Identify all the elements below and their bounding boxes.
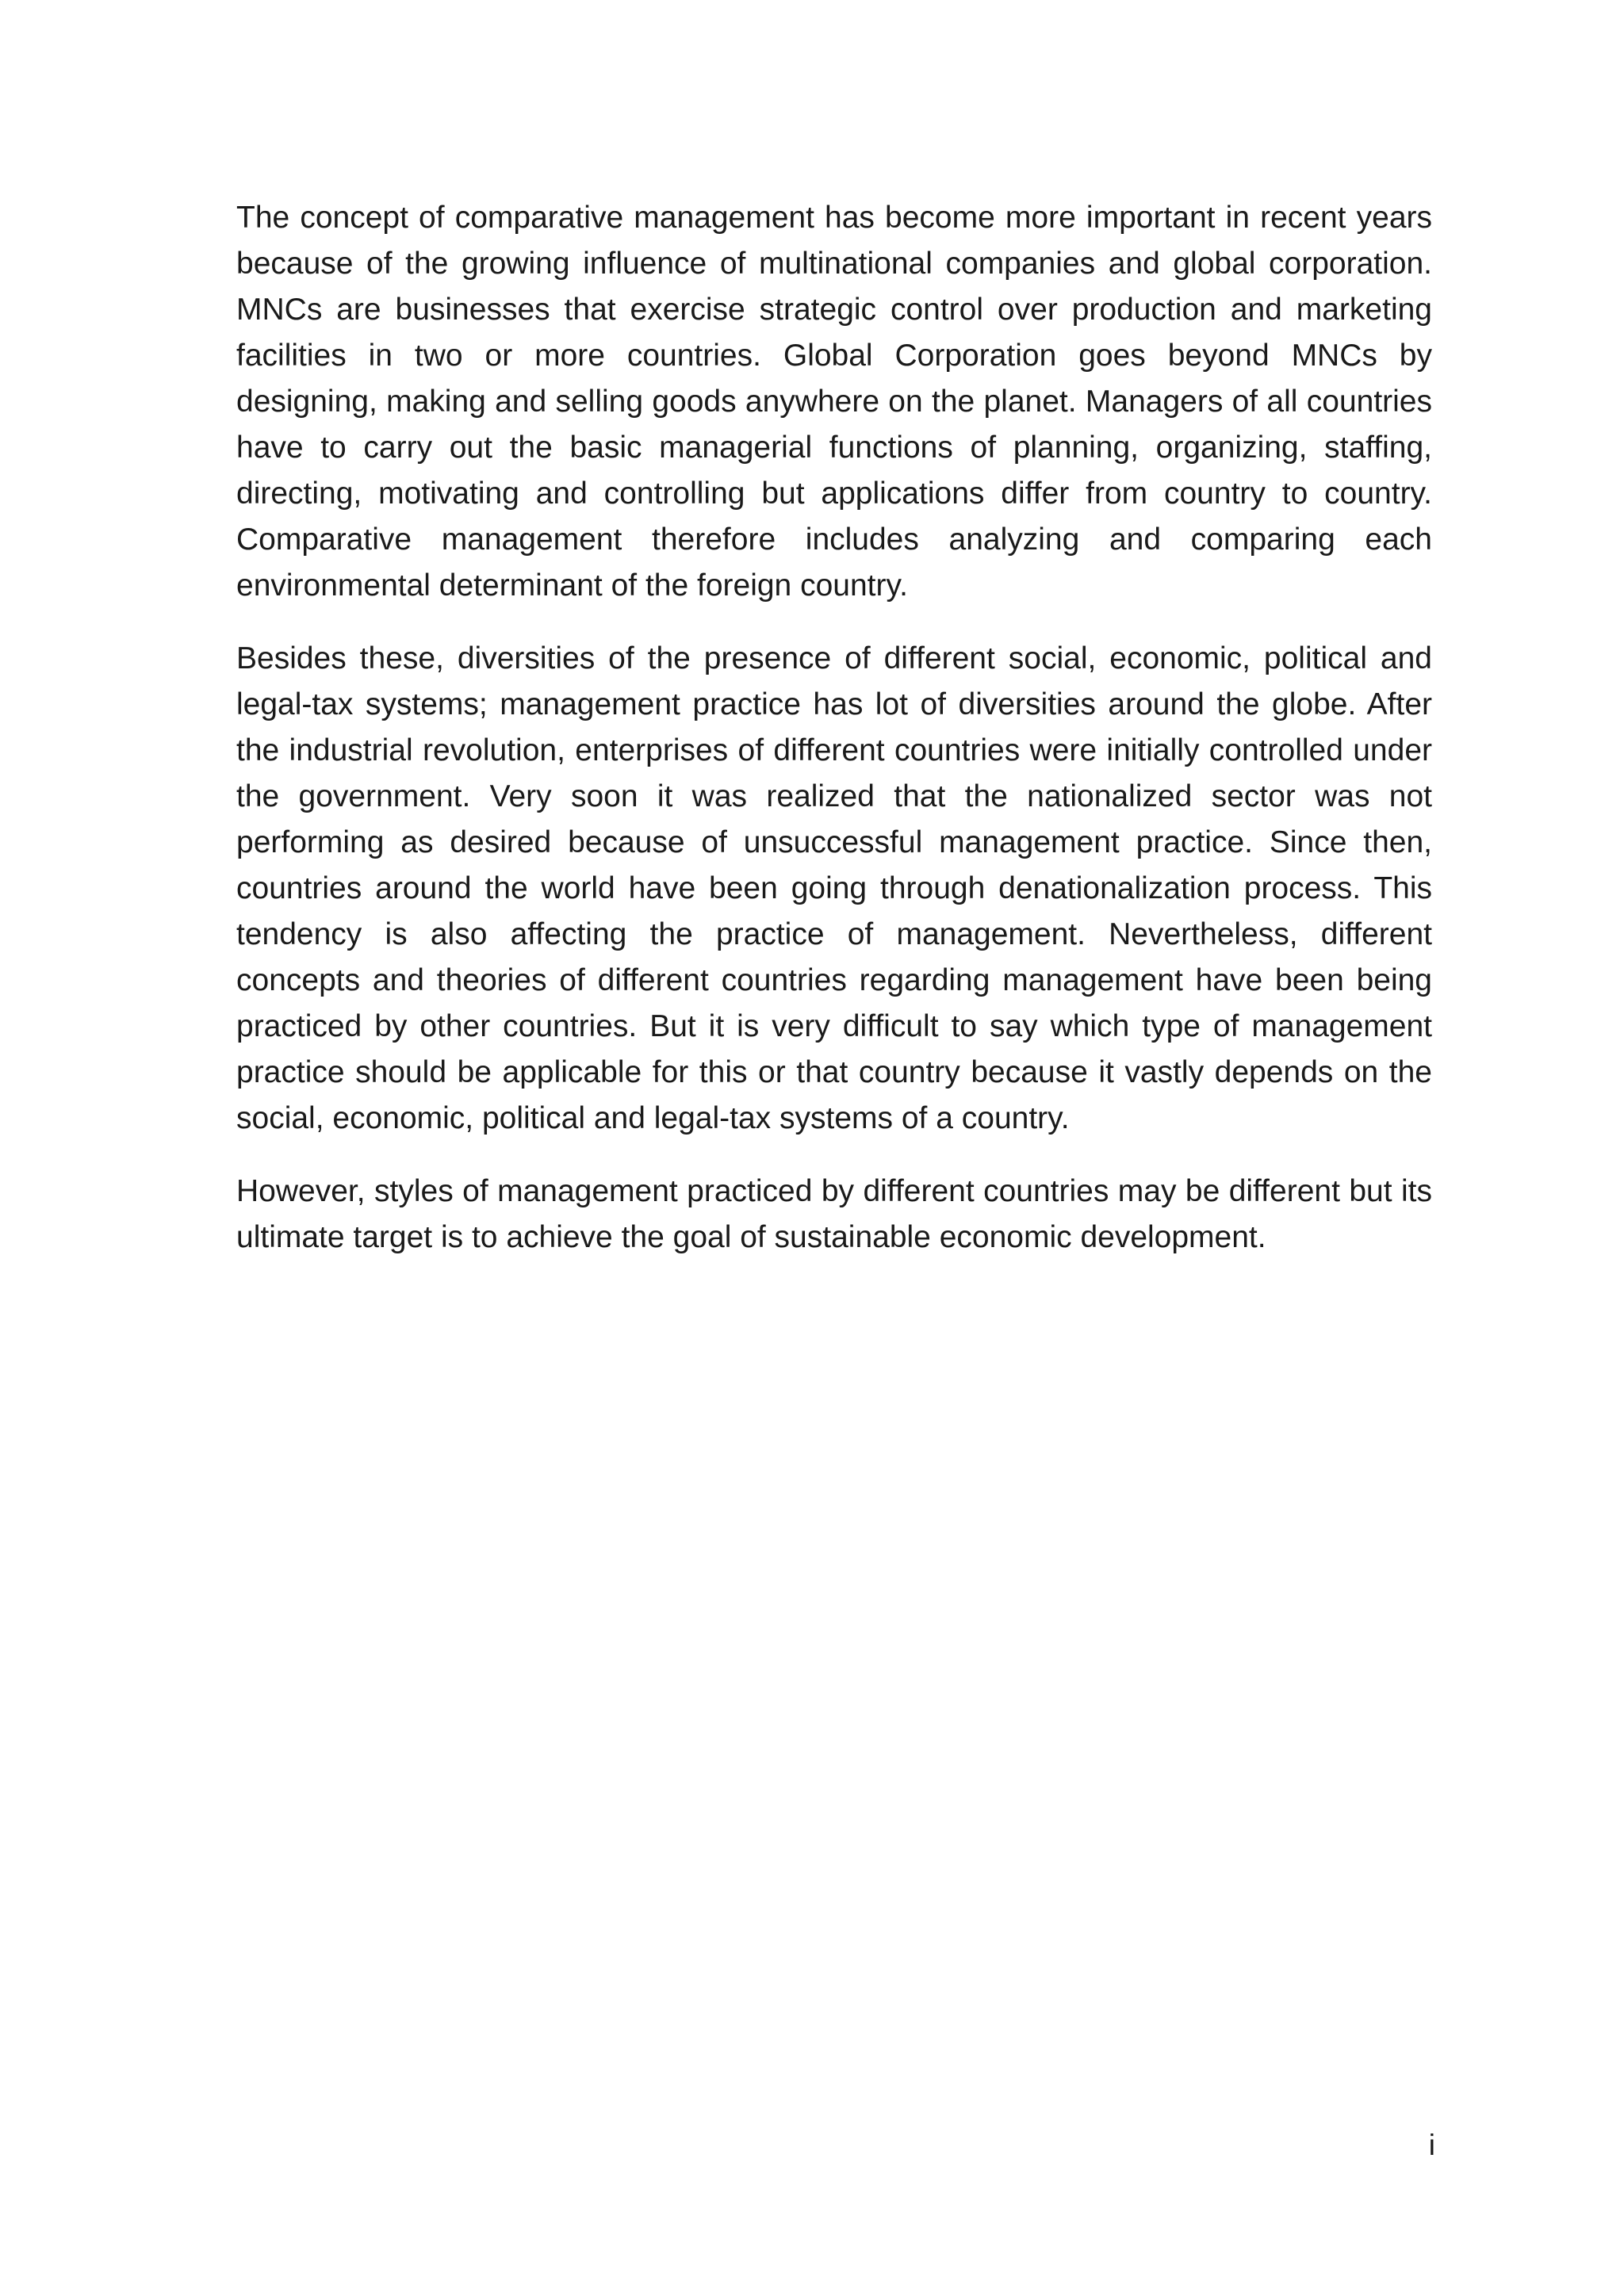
- paragraph-1: The concept of comparative management has become more important in recent years because of the growing influence of multinational companies and global corporation. MNCs are businesses that exercise strategic control over production and marketing facilities in two or more countries. Global Corporation goes beyond MNCs by designing, making and selling goods anywhere on the planet. Managers of all countries have to carry out the basic managerial functions of planning, organizing, staffing, directing, motivating and controlling but applications differ from country to country. Comparative management therefore includes analyzing and comparing each environmental determinant of the foreign country.: [236, 201, 1432, 603]
- paragraph-3: However, styles of management practiced by different countries may be different but its ultimate target is to achieve the goal of sustainable economic development.: [236, 1174, 1432, 1254]
- page-number: i: [1428, 2129, 1435, 2161]
- paragraph-2: Besides these, diversities of the presence of different social, economic, political and legal-tax systems; management practice has lot of diversities around the globe. After the industrial revolution, enterprises of different countries were initially controlled under the government. Very soon it was realized that the nationalized sector was not performing as desired because of unsuccessful management practice. Since then, countries around the world have been going through denationalization process. This tendency is also affecting the practice of management. Nevertheless, different concepts and theories of different countries regarding management have been being practiced by other countries. But it is very difficult to say which type of management practice should be applicable for this or that country because it vastly depends on the social, economic, political and legal-tax systems of a country.: [236, 641, 1432, 1135]
- body-text: [236, 195, 1432, 1288]
